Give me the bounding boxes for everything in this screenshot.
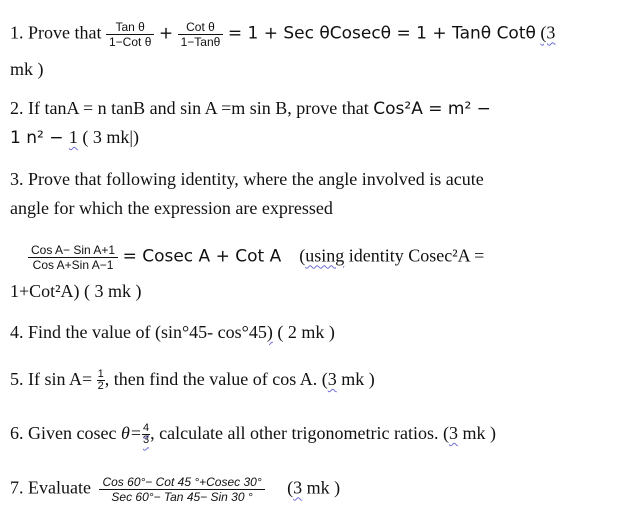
q1-lead: Prove that — [28, 22, 102, 43]
q3-note-open: ( — [299, 245, 306, 266]
q1-marks-continued: mk ) — [10, 59, 44, 79]
q6-rest: , calculate all other trigonometric ratios. — [150, 423, 439, 443]
q2-line2-a: 1 n² − — [10, 128, 69, 148]
q1-rhs: = 1 + Sec θCosecθ = 1 + Tanθ Cotθ — [227, 23, 536, 44]
q7-marks-c: mk ) — [302, 477, 341, 498]
question-5 — [10, 368, 375, 392]
q1-plus: + — [158, 23, 174, 44]
q2-line2-b: 1 — [68, 127, 78, 147]
q4-paren: ) — [266, 322, 273, 342]
q6-frac-den: 3 — [142, 434, 150, 447]
q1-frac1-den: 1−Cot θ — [109, 35, 152, 49]
q5-frac-num: 1 — [97, 368, 104, 381]
q6-marks-b: 3 — [448, 423, 458, 443]
question-1 — [10, 20, 555, 49]
q3-rhs: = Cosec A + Cot A — [122, 246, 282, 267]
q2-line1: 2. If tanA = n tanB and sin A =m sin B, prove that — [10, 98, 369, 118]
q7-frac-num: Cos 60°− Cot 45 °+Cosec 30° — [99, 475, 264, 490]
question-6 — [10, 422, 496, 446]
q2-line2 — [10, 126, 139, 149]
q7-marks-a: ( — [287, 477, 294, 498]
q3-note-using: using — [305, 245, 345, 266]
q1-frac1-num: Tan θ — [106, 20, 154, 35]
q5-frac-den: 2 — [97, 380, 104, 393]
q2-line2-c: ( 3 mk|) — [82, 127, 139, 147]
q7-fraction — [99, 475, 264, 504]
q7-marks-b: 3 — [293, 477, 303, 498]
question-2 — [10, 97, 491, 120]
question-7 — [10, 475, 340, 504]
q3-line2: angle for which the expression are expressed — [10, 198, 333, 218]
q6-lead: 6. Given cosec — [10, 423, 121, 443]
q4-marks: ( 2 mk ) — [272, 322, 335, 342]
q7-frac-den: Sec 60°− Tan 45− Sin 30 ° — [111, 490, 253, 504]
q1-marks: (3 — [540, 22, 556, 43]
q1-fraction-2 — [178, 20, 224, 49]
q5-marks-a: ( — [321, 369, 328, 389]
q3-line4: 1+Cot²A) ( 3 mk ) — [10, 281, 142, 301]
q5-marks-b: 3 — [327, 369, 337, 389]
q2-math: Cos²A = m² − — [373, 99, 491, 119]
q5-marks-c: mk ) — [336, 369, 375, 389]
q6-fraction — [142, 423, 150, 446]
q5-fraction — [97, 369, 105, 392]
q6-frac-num: 4 — [142, 422, 150, 435]
q3-frac-num: Cos A− Sin A+1 — [28, 243, 118, 258]
q7-lead: 7. Evaluate — [10, 477, 91, 498]
q3-frac-den: Cos A+Sin A−1 — [32, 258, 114, 272]
q5-lead: 5. If sin A= — [10, 369, 93, 389]
q6-theta: θ= — [120, 423, 142, 443]
q1-frac2-num: Cot θ — [178, 20, 224, 35]
q6-marks-a: ( — [442, 423, 449, 443]
q1-number: 1. — [10, 22, 24, 43]
q1-fraction-1 — [106, 20, 154, 49]
q3-identity — [28, 243, 484, 272]
q3-note-rest: identity Cosec²A = — [344, 245, 485, 266]
q1-frac2-den: 1−Tanθ — [180, 35, 221, 49]
q6-marks-c: mk ) — [457, 423, 496, 443]
q5-rest: , then find the value of cos A. — [104, 369, 318, 389]
q3-fraction — [28, 243, 118, 272]
q4-text: 4. Find the value of (sin°45- cos°45 — [10, 322, 267, 342]
question-4 — [10, 321, 335, 343]
q3-line1: 3. Prove that following identity, where the angle involved is acute — [10, 169, 484, 189]
